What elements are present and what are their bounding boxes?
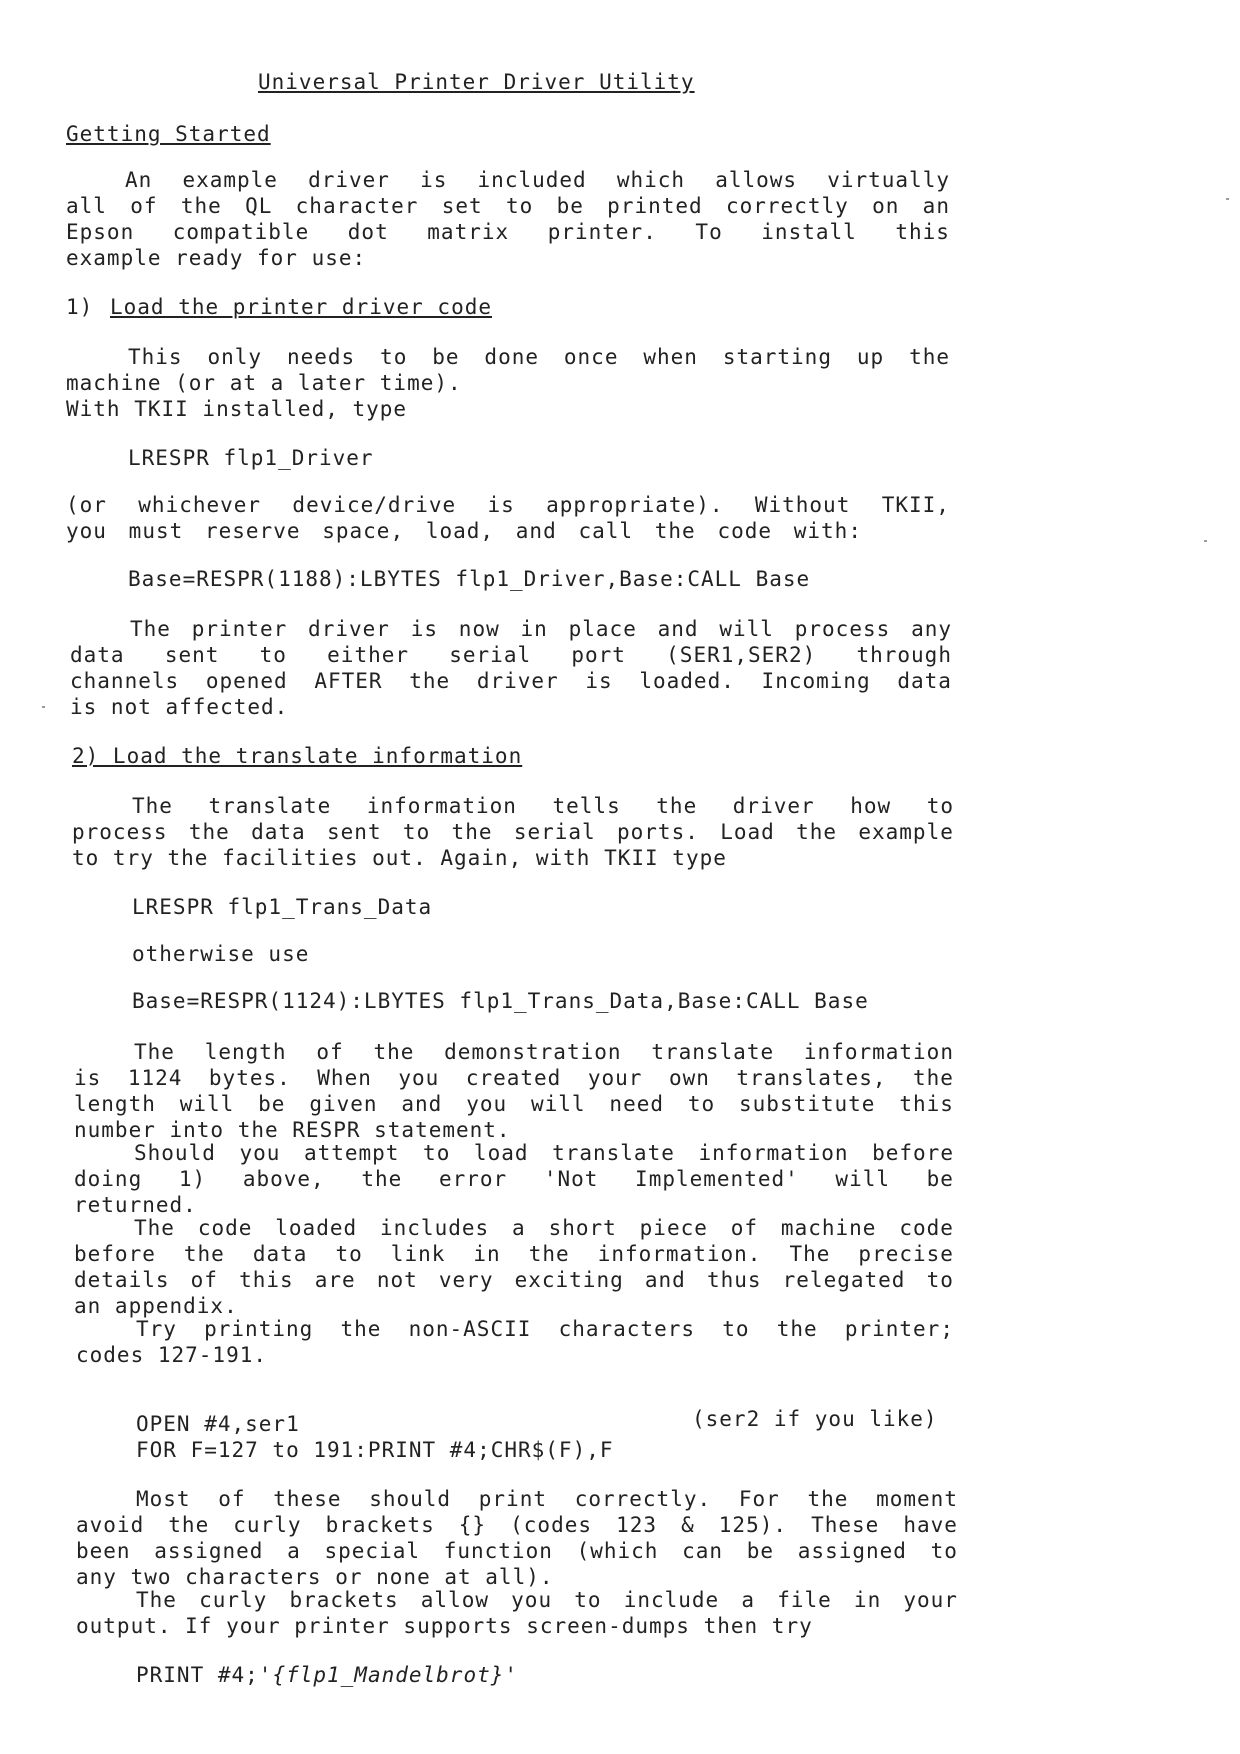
word: set	[441, 194, 483, 218]
word: which	[616, 168, 686, 192]
step2-otherwise: otherwise use	[132, 942, 310, 966]
word: information	[698, 1141, 849, 1165]
word: of	[218, 1487, 246, 1511]
word: will	[835, 1167, 890, 1191]
word: you	[466, 1092, 508, 1116]
step1-heading: Load the printer driver code	[110, 295, 493, 319]
word: driver	[476, 669, 559, 693]
word: of	[730, 1216, 759, 1240]
word: the	[373, 1040, 415, 1064]
word: thus	[706, 1268, 762, 1292]
word: TKII,	[881, 493, 950, 517]
step2-p7-line-2: output. If your printer supports screen-dumps then try	[76, 1614, 813, 1638]
word: the	[528, 1242, 570, 1266]
word: translates,	[736, 1066, 887, 1090]
word: the	[656, 794, 698, 818]
word: &	[681, 1513, 695, 1537]
word: relegated	[782, 1268, 906, 1292]
word: in	[853, 1588, 882, 1612]
word: you	[239, 1141, 281, 1165]
step1-command-lrespr: LRESPR flp1_Driver	[128, 446, 374, 470]
word: included	[477, 168, 587, 192]
step2-p5-line-1	[136, 1317, 954, 1341]
word: QL	[245, 194, 273, 218]
word: Epson	[66, 220, 135, 244]
step2-p3-line-2	[74, 1167, 954, 1191]
step2-p3-line-1	[134, 1141, 954, 1165]
word: the	[807, 1487, 849, 1511]
step2-command-respr: Base=RESPR(1124):LBYTES flp1_Trans_Data,Base:CALL Base	[132, 989, 869, 1013]
word: must	[128, 519, 184, 543]
word: dot	[347, 220, 389, 244]
word: will	[530, 1092, 586, 1116]
intro-line-3	[66, 220, 950, 244]
word: the	[409, 669, 451, 693]
word: serial	[449, 643, 532, 667]
word: Most	[136, 1487, 191, 1511]
page-title: Universal Printer Driver Utility	[258, 70, 695, 94]
word: very	[438, 1268, 494, 1292]
word: Try	[136, 1317, 177, 1341]
word: data	[252, 1242, 308, 1266]
word: needs	[286, 345, 356, 369]
word: and	[515, 519, 557, 543]
word: Should	[134, 1141, 216, 1165]
word: printed	[607, 194, 703, 218]
word: substitute	[739, 1092, 876, 1116]
word: the	[913, 1066, 954, 1090]
step2-p2-line-4: number into the RESPR statement.	[74, 1118, 511, 1142]
word: the	[168, 1513, 210, 1537]
word: you	[511, 1588, 553, 1612]
word: can	[682, 1539, 724, 1563]
word: of	[190, 1268, 218, 1292]
word: An	[125, 168, 153, 192]
step2-p6-line-2	[76, 1513, 958, 1537]
word: These	[811, 1513, 880, 1537]
word: piece	[639, 1216, 708, 1240]
word: of	[130, 194, 158, 218]
word: process	[794, 617, 891, 641]
word: appropriate).	[546, 493, 724, 517]
word: place	[568, 617, 637, 641]
word: 125).	[718, 1513, 787, 1537]
word: To	[695, 220, 723, 244]
word: this	[899, 1092, 954, 1116]
word: allows	[715, 168, 798, 192]
word: are	[314, 1268, 356, 1292]
word: up	[856, 345, 885, 369]
intro-line-4: example ready for use:	[66, 246, 367, 270]
word: device/drive	[292, 493, 457, 517]
word: include	[623, 1588, 720, 1612]
word: translate	[552, 1141, 675, 1165]
word: install	[761, 220, 857, 244]
step1-number: 1)	[66, 295, 94, 319]
word: the	[796, 820, 838, 844]
word: the	[909, 345, 950, 369]
word: to	[687, 1092, 716, 1116]
word: to	[505, 194, 534, 218]
word: data	[897, 669, 952, 693]
word: compatible	[172, 220, 310, 244]
step1-p1-line-3: With TKII installed, type	[66, 397, 408, 421]
word: printer	[191, 617, 288, 641]
step2-p4-line-4: an appendix.	[74, 1294, 238, 1318]
word: moment	[876, 1487, 958, 1511]
word: brackets	[325, 1513, 435, 1537]
word: attempt	[303, 1141, 400, 1165]
word: before	[74, 1242, 156, 1266]
word: printer.	[547, 220, 657, 244]
word: 1124	[127, 1066, 183, 1090]
word: given	[309, 1092, 378, 1116]
word: loaded.	[639, 669, 735, 693]
word: allow	[420, 1588, 489, 1612]
word: The	[134, 1216, 175, 1240]
code-open-channel: OPEN #4,ser1	[136, 1412, 300, 1436]
word: serial	[513, 820, 596, 844]
word: to	[930, 1539, 958, 1563]
word: printing	[204, 1317, 314, 1341]
word: you	[398, 1066, 440, 1090]
step1-p3-line-4: is not affected.	[70, 695, 289, 719]
word: to	[574, 1588, 602, 1612]
word: assigned	[154, 1539, 264, 1563]
word: and	[657, 617, 699, 641]
word: to	[926, 1268, 954, 1292]
word: space,	[322, 519, 405, 543]
word: Implemented'	[635, 1167, 799, 1191]
word: curly	[233, 1513, 302, 1537]
word: When	[317, 1066, 372, 1090]
word: through	[856, 643, 952, 667]
word: process	[72, 820, 168, 844]
scan-speck	[42, 706, 45, 708]
word: ports.	[617, 820, 699, 844]
word: (SER1,SER2)	[666, 643, 817, 667]
word: be	[926, 1167, 954, 1191]
word: the	[180, 194, 222, 218]
word: driver	[308, 168, 390, 192]
step2-p4-line-2	[74, 1242, 954, 1266]
code-for-loop: FOR F=127 to 191:PRINT #4;CHR$(F),F	[136, 1438, 614, 1462]
word: reserve	[204, 519, 301, 543]
step2-p6-line-1	[136, 1487, 958, 1511]
word: be	[432, 345, 460, 369]
word: only	[207, 345, 263, 369]
word: translate	[208, 794, 332, 818]
word: AFTER	[314, 669, 383, 693]
word: now	[458, 617, 500, 641]
word: non-ASCII	[408, 1317, 532, 1341]
word: link	[390, 1242, 446, 1266]
scan-speck	[1204, 540, 1207, 542]
word: with:	[793, 519, 862, 543]
word: function	[443, 1539, 553, 1563]
word: is	[410, 617, 438, 641]
word: details	[74, 1268, 170, 1292]
word: any	[911, 617, 952, 641]
word: 1)	[178, 1167, 207, 1191]
scan-speck	[1226, 198, 1229, 200]
word: exciting	[514, 1268, 624, 1292]
word: opened	[205, 669, 288, 693]
word: created	[465, 1066, 562, 1090]
word: information	[803, 1040, 954, 1064]
word: done	[484, 345, 539, 369]
step1-p3-line-1	[130, 617, 952, 641]
step2-command-lrespr: LRESPR flp1_Trans_Data	[132, 895, 433, 919]
word: brackets	[289, 1588, 399, 1612]
step1-command-respr: Base=RESPR(1188):LBYTES flp1_Driver,Base:CALL Base	[128, 567, 811, 591]
word: code	[717, 519, 773, 543]
word: The	[134, 1040, 175, 1064]
code-print-screen-dump	[136, 1663, 518, 1687]
word: you	[66, 519, 107, 543]
word: need	[609, 1092, 664, 1116]
word: tells	[552, 794, 621, 818]
word: doing	[74, 1167, 143, 1191]
word: code	[197, 1216, 253, 1240]
word: the	[340, 1317, 382, 1341]
word: not	[376, 1268, 418, 1292]
word: when	[643, 345, 698, 369]
step2-p4-line-3	[74, 1268, 954, 1292]
step1-p3-line-2	[70, 643, 952, 667]
word: machine	[780, 1216, 877, 1240]
word: translate	[651, 1040, 775, 1064]
word: before	[872, 1141, 954, 1165]
word: to	[926, 794, 954, 818]
word: example	[182, 168, 278, 192]
word: precise	[858, 1242, 954, 1266]
word: includes	[380, 1216, 490, 1240]
word: code	[899, 1216, 954, 1240]
word: to	[259, 643, 287, 667]
word: and	[644, 1268, 686, 1292]
word: is	[74, 1066, 102, 1090]
word: (or	[66, 493, 107, 517]
step2-p2-line-2	[74, 1066, 954, 1090]
word: a	[741, 1588, 756, 1612]
word: sent	[164, 643, 220, 667]
word: file	[777, 1588, 832, 1612]
word: length	[74, 1092, 156, 1116]
word: will	[179, 1092, 235, 1116]
word: is	[487, 493, 515, 517]
word: The	[789, 1242, 831, 1266]
word: The	[136, 1588, 177, 1612]
word: error	[438, 1167, 508, 1191]
word: this	[239, 1268, 294, 1292]
word: on	[872, 194, 900, 218]
word: characters	[558, 1317, 696, 1341]
word: to	[380, 345, 408, 369]
word: to	[335, 1242, 363, 1266]
word: have	[903, 1513, 958, 1537]
word: either	[327, 643, 410, 667]
word: your	[587, 1066, 643, 1090]
word: {}	[458, 1513, 487, 1537]
word: to	[722, 1317, 750, 1341]
word: This	[128, 345, 183, 369]
code-print-filename: '{flp1_Mandelbrot}'	[258, 1663, 519, 1687]
code-open-channel-note: (ser2 if you like)	[692, 1407, 938, 1431]
word: avoid	[76, 1513, 145, 1537]
word: to	[423, 1141, 451, 1165]
word: Without	[754, 493, 851, 517]
step2-p2-line-1	[134, 1040, 954, 1064]
word: these	[273, 1487, 342, 1511]
word: character	[295, 194, 419, 218]
step2-p2-line-3	[74, 1092, 954, 1116]
word: virtually	[827, 168, 950, 192]
word: example	[858, 820, 954, 844]
step2-p4-line-1	[134, 1216, 954, 1240]
word: and	[401, 1092, 443, 1116]
word: the	[361, 1167, 403, 1191]
word: port	[571, 643, 626, 667]
word: The	[132, 794, 173, 818]
word: assigned	[797, 1539, 907, 1563]
word: special	[324, 1539, 421, 1563]
word: 123	[616, 1513, 657, 1537]
step2-p1-line-3: to try the facilities out. Again, with TKII type	[72, 846, 727, 870]
word: to	[402, 820, 431, 844]
step2-p5-line-2: codes 127-191.	[76, 1343, 268, 1367]
word: information.	[597, 1242, 762, 1266]
word: is	[585, 669, 613, 693]
step2-p6-line-3	[76, 1539, 958, 1563]
word: data	[251, 820, 306, 844]
word: loaded	[275, 1216, 358, 1240]
word: of	[316, 1040, 344, 1064]
word: the	[188, 820, 230, 844]
word: be	[746, 1539, 775, 1563]
word: be	[556, 194, 584, 218]
step2-p1-line-2	[72, 820, 954, 844]
step1-p2-line-1	[66, 493, 950, 517]
word: above,	[242, 1167, 325, 1191]
intro-line-1	[125, 168, 950, 192]
word: (which	[576, 1539, 659, 1563]
word: Load	[720, 820, 775, 844]
word: length	[204, 1040, 287, 1064]
step2-p6-line-4: any two characters or none at all).	[76, 1565, 554, 1589]
word: driver	[308, 617, 390, 641]
step1-p2-line-2	[66, 519, 862, 543]
word: printer;	[844, 1317, 954, 1341]
word: demonstration	[444, 1040, 622, 1064]
step1-p3-line-3	[70, 669, 952, 693]
word: data	[70, 643, 125, 667]
word: in	[520, 617, 548, 641]
word: (codes	[510, 1513, 592, 1537]
word: a	[512, 1216, 526, 1240]
step1-p1-line-2: machine (or at a later time).	[66, 371, 462, 395]
step1-p1-line-1	[128, 345, 950, 369]
word: driver	[732, 794, 815, 818]
word: short	[548, 1216, 617, 1240]
word: be	[258, 1092, 286, 1116]
word: this	[895, 220, 950, 244]
word: Incoming	[761, 669, 871, 693]
step2-p7-line-1	[136, 1588, 958, 1612]
word: channels	[70, 669, 180, 693]
word: the	[451, 820, 493, 844]
word: your	[903, 1588, 958, 1612]
step2-p3-line-3: returned.	[74, 1193, 197, 1217]
word: the	[183, 1242, 225, 1266]
word: curly	[199, 1588, 268, 1612]
step2-heading: 2) Load the translate information	[72, 744, 523, 768]
word: the	[776, 1317, 818, 1341]
word: is	[420, 168, 448, 192]
word: For	[738, 1487, 780, 1511]
word: starting	[722, 345, 832, 369]
word: been	[76, 1539, 131, 1563]
word: correctly.	[574, 1487, 712, 1511]
word: correctly	[725, 194, 849, 218]
word: a	[287, 1539, 301, 1563]
word: the	[654, 519, 696, 543]
word: matrix	[427, 220, 510, 244]
word: information	[366, 794, 517, 818]
word: sent	[327, 820, 382, 844]
word: in	[473, 1242, 501, 1266]
word: how	[850, 794, 892, 818]
word: load	[473, 1141, 529, 1165]
word: should	[369, 1487, 452, 1511]
step2-p1-line-1	[132, 794, 954, 818]
word: print	[478, 1487, 547, 1511]
word: load,	[425, 519, 495, 543]
word: whichever	[138, 493, 262, 517]
section-heading-getting-started: Getting Started	[66, 122, 271, 146]
word: 'Not	[543, 1167, 599, 1191]
word: The	[130, 617, 171, 641]
word: own	[668, 1066, 710, 1090]
word: an	[922, 194, 950, 218]
word: all	[66, 194, 107, 218]
word: call	[578, 519, 634, 543]
word: bytes.	[208, 1066, 291, 1090]
word: once	[563, 345, 619, 369]
word: will	[719, 617, 774, 641]
intro-line-2	[66, 194, 950, 218]
code-print-prefix: PRINT #4;	[136, 1663, 259, 1687]
